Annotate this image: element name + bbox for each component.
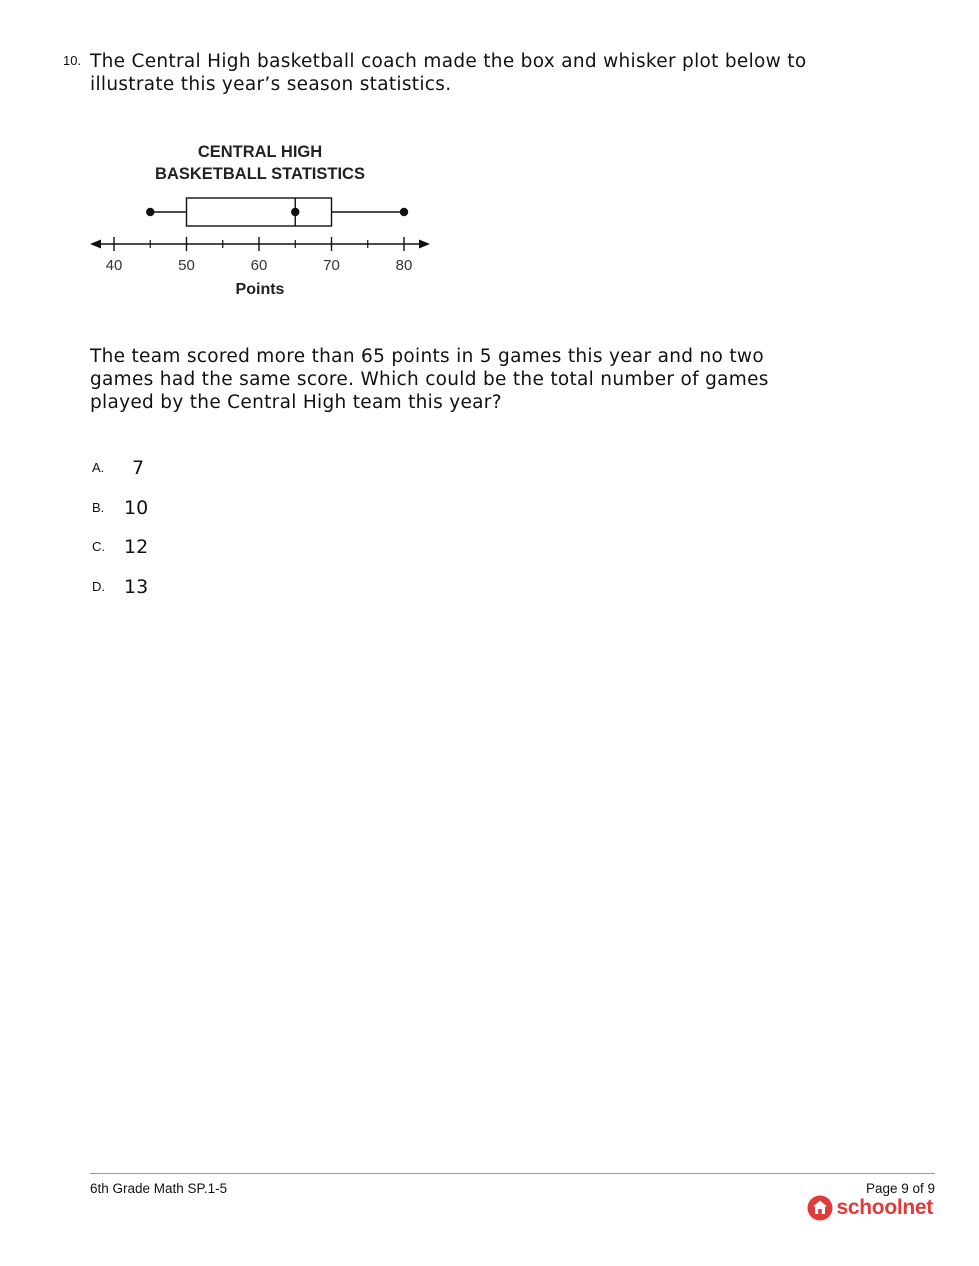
- choice-letter: D.: [92, 579, 105, 594]
- tick-label-40: 40: [105, 257, 123, 274]
- box-plot-figure: [88, 138, 438, 312]
- tick-label-70: 70: [323, 257, 340, 274]
- chart-title-line1: CENTRAL HIGH: [197, 143, 323, 161]
- choice-letter: A.: [92, 460, 105, 475]
- right-arrow-icon: [419, 240, 430, 249]
- x-axis-label: Points: [235, 281, 285, 298]
- choice-value: 12: [124, 536, 149, 558]
- footer-divider: [90, 1173, 935, 1174]
- choice-letter: B.: [92, 500, 105, 515]
- tick-label-80: 80: [395, 257, 413, 274]
- footer-page-number: Page 9 of 9: [865, 1181, 935, 1196]
- left-arrow-icon: [90, 240, 101, 249]
- question-prompt: The team scored more than 65 points in 5 games this year and no two games had the same score. Which could be the total number of games played by the Central High team this year?: [90, 346, 769, 413]
- choice-value: 13: [124, 576, 149, 598]
- choice-value: 7: [132, 457, 145, 479]
- tick-label-60: 60: [250, 257, 268, 274]
- maximum-point: [400, 208, 408, 216]
- footer-course-title: 6th Grade Math SP.1-5: [90, 1181, 228, 1196]
- tick-label-50: 50: [178, 257, 195, 274]
- chart-title-line2: BASKETBALL STATISTICS: [155, 165, 365, 183]
- box-plot-chart: [88, 138, 438, 308]
- question-stem: The Central High basketball coach made the box and whisker plot below to illustrate this year’s season statistics.: [90, 51, 807, 95]
- interquartile-box: [187, 198, 332, 226]
- median-point: [291, 208, 299, 216]
- minimum-point: [146, 208, 154, 216]
- schoolnet-logo: [807, 1195, 933, 1221]
- house-icon: [807, 1195, 833, 1221]
- question-number: 10.: [63, 53, 82, 68]
- choice-value: 10: [124, 497, 149, 519]
- brand-name: schoolnet: [836, 1196, 933, 1219]
- choice-letter: C.: [92, 539, 105, 554]
